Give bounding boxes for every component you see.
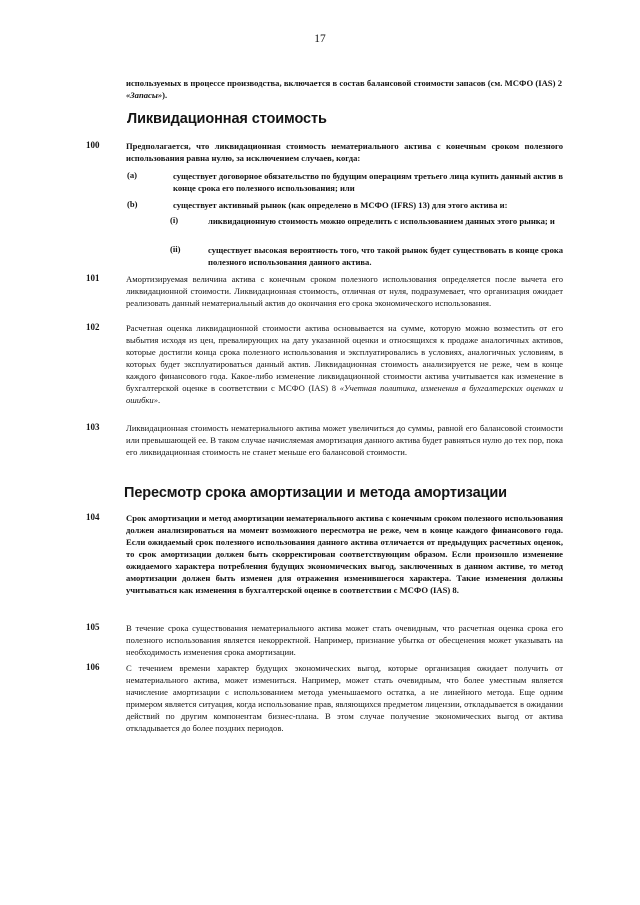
- section-heading-residual-value: Ликвидационная стоимость: [127, 111, 327, 127]
- paragraph-text: Срок амортизации и метод амортизации нематериального актива с конечным сроком полезного использования должен анализироваться на момент возможного пересмотра не реже, чем в конце каждого финансового года. Если ожидаемый срок полезного использования данного актива отличается от предыдущих расчетных оценок, то срок амортизации должен быть скорректирован соответствующим образом. Если произошло изменение ожидаемого характера потребления будущих экономических выгод, заключенных в данном активе, то метод амортизации должен быть изменен для отражения изменившегося характера. Такие изменения должны учитываться как изменения в бухгалтерской оценке в соответствии с МСФО (IAS) 8.: [126, 513, 563, 595]
- list-item-b: существует активный рынок (как определено в МСФО (IFRS) 13) для этого актива и:: [173, 200, 508, 210]
- intro-paragraph: используемых в процессе производства, включается в состав балансовой стоимости запасов (см. МСФО (IAS) 2 «Запасы»).: [126, 78, 562, 100]
- list-label-a: (a): [127, 170, 138, 180]
- paragraph-number: 103: [86, 422, 100, 432]
- page-number: 17: [314, 33, 326, 45]
- paragraph-text: С течением времени характер будущих экономических выгод, которые организация ожидает получить от нематериального актива, может измениться. Например, может стать очевидным, что более уместным является начисление амортизации с использованием метода уменьшаемого остатка, а не линейного метода. Еще одним примером является ситуация, когда использование прав, являющихся предметом лицензии, откладывается в ожидании действий по другим компонентам бизнес-плана. В этом случае получение экономических выгод от актива откладывается до более поздних периодов.: [126, 663, 563, 733]
- paragraph-number: 105: [86, 622, 100, 632]
- paragraph-text: Амортизируемая величина актива с конечным сроком полезного использования определяется после вычета его ликвидационной стоимости. Ликвидационная стоимость, отличная от нуля, подразумевает, что организация ожидает реализовать данный нематериальный актив до окончания его срока экономического использования.: [126, 274, 563, 308]
- list-item-ii: существует высокая вероятность того, что такой рынок будет существовать в конце срока полезного использования данного актива.: [208, 245, 563, 267]
- paragraph-text: Расчетная оценка ликвидационной стоимости актива основывается на сумме, которую можно возместить от его выбытия исходя из цен, превалирующих на дату указанной оценки и относящихся к продаже аналогичных активов, которые достигли конца срока полезного использования и эксплуатировались в условиях, аналогичных условиям, в которых будет эксплуатироваться данный актив. Ликвидационная стоимость анализируется не реже, чем в конце каждого финансового года. Какое-либо изменение ликвидационной стоимости актива учитывается как изменение в бухгалтерской оценке в соответствии с МСФО (IAS) 8 «Учетная политика, изменения в бухгалтерских оценках и ошибки».: [126, 323, 563, 405]
- paragraph-number: 104: [86, 512, 100, 522]
- paragraph-text: В течение срока существования нематериального актива может стать очевидным, что расчетная оценка срока его полезного использования является некорректной. Например, признание убытка от обесценения может указывать на необходимость изменения срока амортизации.: [126, 623, 563, 657]
- paragraph-number: 100: [86, 140, 100, 150]
- list-label-i: (i): [170, 215, 179, 225]
- paragraph-number: 101: [86, 273, 100, 283]
- list-item-i: ликвидационную стоимость можно определить с использованием данных этого рынка; и: [208, 216, 555, 226]
- list-item-a: существует договорное обязательство по будущим операциям третьего лица купить данный актив в конце срока его полезного использования; или: [173, 171, 563, 193]
- paragraph-number: 106: [86, 662, 100, 672]
- list-label-ii: (ii): [170, 244, 181, 254]
- paragraph-text: Ликвидационная стоимость нематериального актива может увеличиться до суммы, равной его балансовой стоимости или превышающей ее. В таком случае начисляемая амортизация данного актива будет равняться нулю до тех пор, пока его ликвидационная стоимость не станет меньше его балансовой стоимости.: [126, 423, 563, 457]
- paragraph-text: Предполагается, что ликвидационная стоимость нематериального актива с конечным сроком полезного использования равна нулю, за исключением случаев, когда:: [126, 141, 563, 163]
- paragraph-number: 102: [86, 322, 100, 332]
- list-label-b: (b): [127, 199, 138, 209]
- section-heading-amortization-review: Пересмотр срока амортизации и метода амортизации: [124, 485, 507, 501]
